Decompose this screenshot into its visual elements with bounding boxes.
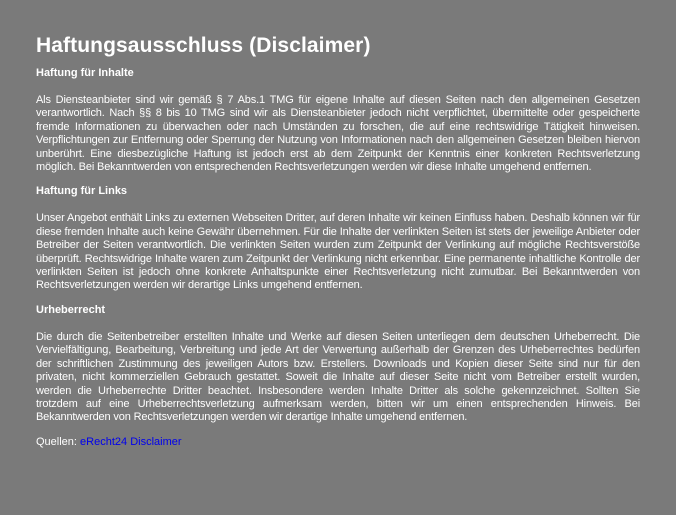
section-heading-copyright: Urheberrecht xyxy=(36,303,106,316)
section-text-link-liability: Unser Angebot enthält Links zu externen Webseiten Dritter, auf deren Inhalte wir keinen Einfluss haben. Deshalb können wir für diese fremden Inhalte auch keine Gewähr übernehmen. Für die Inhalte der verlinkten Seiten ist stets der jeweilige Anbieter oder Betreiber der Seiten verantwortlich. Die verlinkten Seiten wurden zum Zeitpunkt der Verlinkung auf mögliche Rechtsverstöße überprüft. Rechtswidrige Inhalte waren zum Zeitpunkt der Verlinkung nicht erkennbar. Eine permanente inhaltliche Kontrolle der verlinkten Seiten ist jedoch ohne konkrete Anhaltspunkte einer Rechtsverletzung nicht zumutbar. Bei Bekanntwerden von Rechtsverletzungen werden wir derartige Links umgehend entfernen. xyxy=(36,212,640,292)
erecht24-disclaimer-link[interactable]: eRecht24 Disclaimer xyxy=(80,435,182,448)
section-text-content-liability: Als Diensteanbieter sind wir gemäß § 7 Abs.1 TMG für eigene Inhalte auf diesen Seiten nach den allgemeinen Gesetzen verantwortlich. Nach §§ 8 bis 10 TMG sind wir als Diensteanbieter jedoch nicht verpflichtet, übermittelte oder gespeicherte fremde Informationen zu überwachen oder nach Umständen zu forschen, die auf eine rechtswidrige Tätigkeit hinweisen. Verpflichtungen zur Entfernung oder Sperrung der Nutzung von Informationen nach den allgemeinen Gesetzen bleiben hiervon unberührt. Eine diesbezügliche Haftung ist jedoch erst ab dem Zeitpunkt der Kenntnis einer konkreten Rechtsverletzung möglich. Bei Bekanntwerden von entsprechenden Rechtsverletzungen werden wir diese Inhalte umgehend entfernen. xyxy=(36,94,640,174)
section-heading-content-liability: Haftung für Inhalte xyxy=(36,67,134,79)
section-text-copyright: Die durch die Seitenbetreiber erstellten Inhalte und Werke auf diesen Seiten unterliegen dem deutschen Urheberrecht. Die Vervielfältigung, Bearbeitung, Verbreitung und jede Art der Verwertung außerhalb der Grenzen des Urheberrechtes bedürfen der schriftlichen Zustimmung des jeweiligen Autors bzw. Erstellers. Downloads und Kopien dieser Seite sind nur für den privaten, nicht kommerziellen Gebrauch gestattet. Soweit die Inhalte auf dieser Seite nicht vom Betreiber erstellt wurden, werden die Urheberrechte Dritter beachtet. Insbesondere werden Inhalte Dritter als solche gekennzeichnet. Sollten Sie trotzdem auf eine Urheberrechtsverletzung aufmerksam werden, bitten wir um einen entsprechenden Hinweis. Bei Bekanntwerden von Rechtsverletzungen werden wir derartige Inhalte umgehend entfernen. xyxy=(36,330,640,424)
disclaimer-page xyxy=(36,33,640,449)
page-title: Haftungsausschluss (Disclaimer) xyxy=(36,34,371,57)
sources-line xyxy=(36,435,640,449)
section-heading-link-liability: Haftung für Links xyxy=(36,185,128,198)
sources-label: Quellen: xyxy=(36,435,77,448)
